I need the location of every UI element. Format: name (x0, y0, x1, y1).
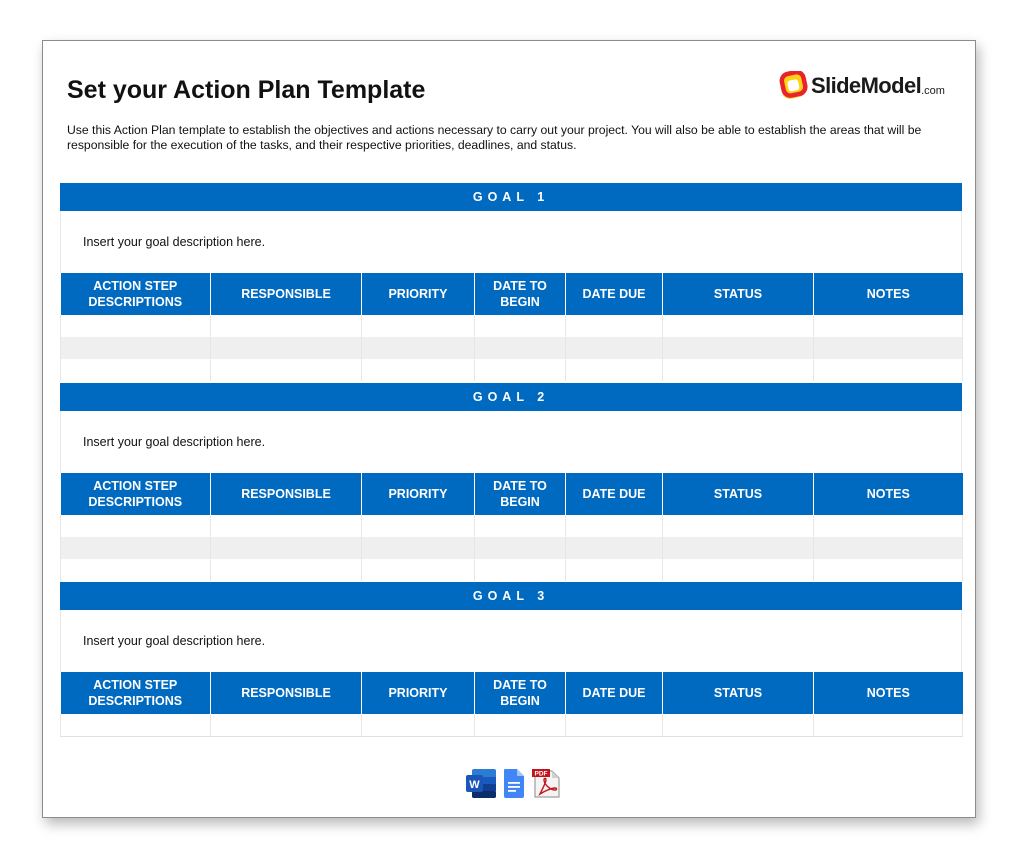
table-cell[interactable] (61, 559, 211, 581)
table-cell[interactable] (566, 515, 663, 537)
table-row (61, 559, 963, 581)
table-cell[interactable] (814, 337, 963, 359)
table-cell[interactable] (61, 515, 211, 537)
pdf-icon[interactable] (531, 768, 561, 799)
header-status: STATUS (663, 672, 814, 714)
file-format-icons (465, 768, 561, 799)
header-action-step: ACTION STEP DESCRIPTIONS (61, 473, 211, 515)
table-cell[interactable] (663, 359, 814, 381)
table-row (61, 537, 963, 559)
table-row (61, 315, 963, 337)
table-cell[interactable] (211, 714, 362, 737)
intro-text: Use this Action Plan template to establish the objectives and actions necessary to carry out your project. You will also be able to establish the areas that will be responsible for the execution of the tasks, and their respective priorities, deadlines, and status. (67, 123, 922, 152)
table-cell[interactable] (814, 537, 963, 559)
table-cell[interactable] (211, 359, 362, 381)
table-cell[interactable] (211, 537, 362, 559)
header-status: STATUS (663, 473, 814, 515)
table-cell[interactable] (475, 359, 566, 381)
table-cell[interactable] (566, 714, 663, 737)
action-table (60, 273, 963, 381)
table-cell[interactable] (814, 359, 963, 381)
header-priority: PRIORITY (362, 273, 475, 315)
logo-brand-text: SlideModel (811, 73, 922, 98)
table-cell[interactable] (211, 315, 362, 337)
table-cell[interactable] (566, 359, 663, 381)
goal-description[interactable]: Insert your goal description here. (60, 411, 962, 473)
table-cell[interactable] (211, 559, 362, 581)
table-cell[interactable] (663, 559, 814, 581)
action-table (60, 473, 963, 581)
header-responsible: RESPONSIBLE (211, 273, 362, 315)
table-cell[interactable] (362, 714, 475, 737)
table-cell[interactable] (814, 315, 963, 337)
table-cell[interactable] (663, 714, 814, 737)
header-notes: NOTES (814, 672, 963, 714)
word-icon[interactable] (465, 768, 497, 799)
table-cell[interactable] (566, 559, 663, 581)
table-cell[interactable] (61, 315, 211, 337)
table-cell[interactable] (663, 537, 814, 559)
header-priority: PRIORITY (362, 473, 475, 515)
google-docs-icon[interactable] (503, 768, 525, 799)
header-date-to-begin: DATE TO BEGIN (475, 273, 566, 315)
table-cell[interactable] (61, 714, 211, 737)
table-cell[interactable] (362, 537, 475, 559)
action-table (60, 672, 963, 737)
word-icon-letter: W (469, 779, 480, 791)
header-priority: PRIORITY (362, 672, 475, 714)
goal-header: GOAL 2 (60, 383, 962, 411)
table-row (61, 359, 963, 381)
goal-header: GOAL 3 (60, 582, 962, 610)
header-action-step: ACTION STEP DESCRIPTIONS (61, 672, 211, 714)
table-row (61, 515, 963, 537)
page-title: Set your Action Plan Template (67, 76, 426, 104)
table-cell[interactable] (475, 315, 566, 337)
table-cell[interactable] (814, 515, 963, 537)
table-cell[interactable] (475, 537, 566, 559)
table-cell[interactable] (362, 337, 475, 359)
table-cell[interactable] (211, 337, 362, 359)
slidemodel-logo-icon (778, 71, 808, 101)
goal-section-1 (60, 183, 962, 381)
header-notes: NOTES (814, 273, 963, 315)
table-cell[interactable] (475, 515, 566, 537)
table-cell[interactable] (566, 537, 663, 559)
table-row (61, 337, 963, 359)
logo-suffix-text: .com (921, 84, 945, 97)
goal-section-2 (60, 383, 962, 581)
table-cell[interactable] (211, 515, 362, 537)
header-date-due: DATE DUE (566, 273, 663, 315)
table-cell[interactable] (362, 559, 475, 581)
table-cell[interactable] (814, 714, 963, 737)
header-notes: NOTES (814, 473, 963, 515)
table-cell[interactable] (663, 315, 814, 337)
pdf-icon-label: PDF (534, 770, 548, 778)
header-date-to-begin: DATE TO BEGIN (475, 672, 566, 714)
goal-section-3 (60, 582, 962, 737)
header-date-due: DATE DUE (566, 473, 663, 515)
table-row (61, 714, 963, 737)
slidemodel-logo (778, 68, 945, 104)
goal-description[interactable]: Insert your goal description here. (60, 610, 962, 672)
table-cell[interactable] (566, 315, 663, 337)
header-action-step: ACTION STEP DESCRIPTIONS (61, 273, 211, 315)
table-cell[interactable] (61, 337, 211, 359)
header-status: STATUS (663, 273, 814, 315)
table-cell[interactable] (663, 337, 814, 359)
table-cell[interactable] (362, 359, 475, 381)
table-cell[interactable] (814, 559, 963, 581)
table-cell[interactable] (475, 714, 566, 737)
table-cell[interactable] (362, 515, 475, 537)
table-cell[interactable] (61, 537, 211, 559)
header-date-due: DATE DUE (566, 672, 663, 714)
table-cell[interactable] (663, 515, 814, 537)
table-cell[interactable] (566, 337, 663, 359)
header-responsible: RESPONSIBLE (211, 672, 362, 714)
header-date-to-begin: DATE TO BEGIN (475, 473, 566, 515)
table-cell[interactable] (362, 315, 475, 337)
table-cell[interactable] (61, 359, 211, 381)
goal-header: GOAL 1 (60, 183, 962, 211)
table-cell[interactable] (475, 337, 566, 359)
goal-description[interactable]: Insert your goal description here. (60, 211, 962, 273)
table-cell[interactable] (475, 559, 566, 581)
action-plan-sheet (42, 40, 976, 818)
header-responsible: RESPONSIBLE (211, 473, 362, 515)
